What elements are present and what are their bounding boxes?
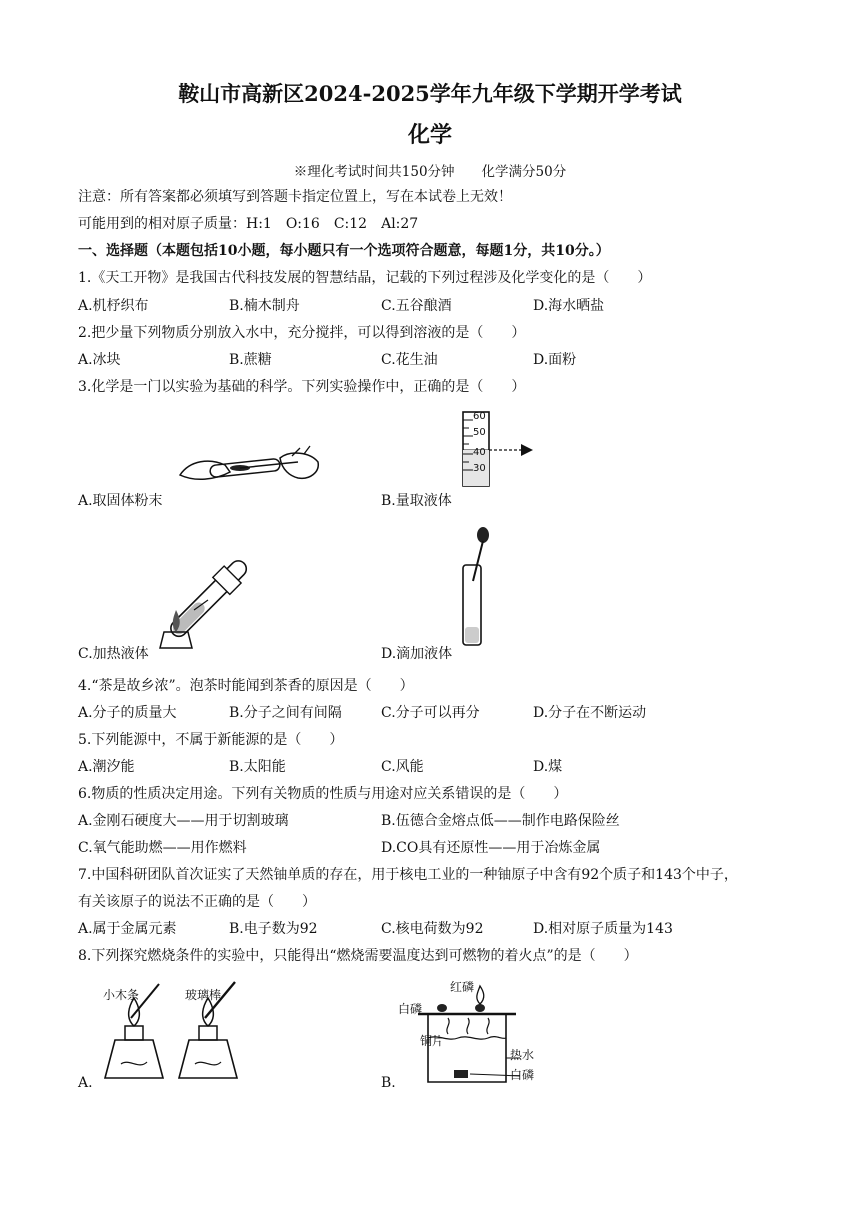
option-c: C.加热液体 — [78, 646, 149, 662]
option-b: B.分子之间有间隔 — [229, 705, 342, 721]
option-c: C.氧气能助燃——用作燃料 — [78, 840, 247, 856]
question-stem: 4.“茶是故乡浓”。泡茶时能闻到茶香的原因是（ ） — [78, 678, 414, 694]
option-b: B.蔗糖 — [229, 352, 272, 368]
tick-label: 30 — [473, 463, 486, 474]
option-d: D.滴加液体 — [381, 646, 453, 662]
notice: 注意：所有答案都必须填写到答题卡指定位置上，写在本试卷上无效！ — [78, 189, 512, 205]
question-stem: 2.把少量下列物质分别放入水中，充分搅拌，可以得到溶液的是（ ） — [78, 325, 526, 341]
option-d: D.煤 — [533, 759, 563, 775]
label-red-phosphorus: 红磷 — [450, 980, 475, 994]
label-glass-rod: 玻璃棒 — [185, 988, 222, 1002]
atomic-mass-note: 可能用到的相对原子质量：H:1 O:16 C:12 Al:27 — [78, 216, 419, 232]
exam-info: ※理化考试时间共150分钟 化学满分50分 — [293, 164, 567, 180]
question-stem: 8.下列探究燃烧条件的实验中，只能得出“燃烧需要温度达到可燃物的着火点”的是（ ） — [78, 948, 638, 964]
figure-alcohol-lamps — [95, 978, 245, 1092]
option-a: A. — [78, 1075, 93, 1091]
question-stem: 1.《天工开物》是我国古代科技发展的智慧结晶，记载的下列过程涉及化学变化的是（ ） — [78, 270, 652, 286]
option-c: C.五谷酿酒 — [381, 298, 452, 314]
figure-copper-plate-hot-water — [398, 978, 548, 1092]
question-stem: 3.化学是一门以实验为基础的科学。下列实验操作中，正确的是（ ） — [78, 379, 526, 395]
figure-dropping-liquid — [455, 527, 505, 651]
tick-label: 50 — [473, 427, 486, 438]
option-a: A.机杼织布 — [78, 298, 149, 314]
option-a: A.取固体粉末 — [78, 493, 163, 509]
label-white-phosphorus-bottom: 白磷 — [510, 1068, 535, 1082]
option-b: B.电子数为92 — [229, 921, 318, 937]
label-white-phosphorus-top: 白磷 — [398, 1002, 423, 1016]
option-a: A.金刚石硬度大——用于切割玻璃 — [78, 813, 289, 829]
option-d: D.海水晒盐 — [533, 298, 605, 314]
tick-label: 60 — [473, 411, 486, 422]
option-d: D.相对原子质量为143 — [533, 921, 673, 937]
label-wood-stick: 小木条 — [103, 988, 140, 1002]
question-stem-continued: 有关该原子的说法不正确的是（ ） — [78, 894, 316, 910]
option-c: C.风能 — [381, 759, 424, 775]
option-a: A.冰块 — [78, 352, 121, 368]
question-stem: 7.中国科研团队首次证实了天然铀单质的存在，用于核电工业的一种铀原子中含有92个质子和143个中子， — [78, 867, 738, 883]
tick-label: 40 — [473, 447, 486, 458]
option-c: C.核电荷数为92 — [381, 921, 484, 937]
option-b: B.楠木制舟 — [229, 298, 300, 314]
option-d: D.CO具有还原性——用于冶炼金属 — [381, 840, 601, 856]
option-d: D.分子在不断运动 — [533, 705, 647, 721]
option-a: A.潮汐能 — [78, 759, 135, 775]
question-stem: 5.下列能源中，不属于新能源的是（ ） — [78, 732, 344, 748]
option-c: C.花生油 — [381, 352, 438, 368]
option-a: A.分子的质量大 — [78, 705, 177, 721]
page-title: 鞍山市高新区2024-2025学年九年级下学期开学考试 — [178, 81, 682, 106]
subject-title: 化学 — [407, 122, 452, 148]
label-copper-plate: 铜片 — [420, 1034, 445, 1048]
option-b: B.量取液体 — [381, 493, 452, 509]
option-c: C.分子可以再分 — [381, 705, 480, 721]
option-b: B.太阳能 — [229, 759, 286, 775]
figure-take-powder — [170, 440, 330, 504]
section-heading: 一、选择题（本题包括10小题，每小题只有一个选项符合题意，每题1分，共10分。） — [78, 243, 610, 259]
question-stem: 6.物质的性质决定用途。下列有关物质的性质与用途对应关系错误的是（ ） — [78, 786, 568, 802]
label-hot-water: 热水 — [510, 1048, 535, 1062]
figure-heating-liquid — [150, 560, 270, 654]
option-d: D.面粉 — [533, 352, 577, 368]
option-b: B. — [381, 1075, 396, 1091]
option-a: A.属于金属元素 — [78, 921, 177, 937]
figure-measuring-cylinder — [455, 410, 545, 494]
option-b: B.伍德合金熔点低——制作电路保险丝 — [381, 813, 620, 829]
